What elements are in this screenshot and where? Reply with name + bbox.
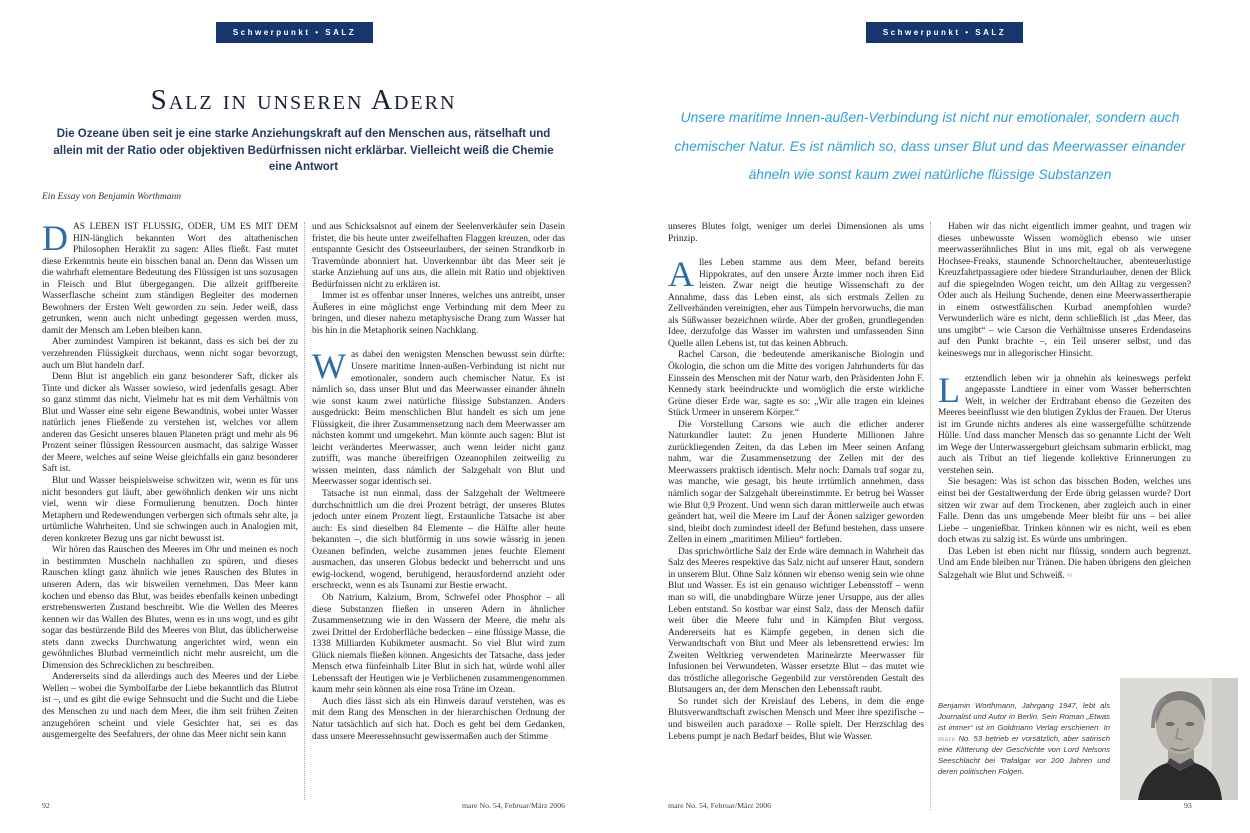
paragraph-text: und aus Schicksalsnot auf einem der Seelenverkäufer sein Dasein fristet, die bis heute unter zweifelhaften Flaggen kreuzen, oder das entspannte Gesicht des Ostseeurlaubers, der seinen Strandkorb in Travemünde abonniert hat. Unverkennbar übt das Meer seit je starke Anziehung auf uns aus, die allein mit Ratio und objektiven Bedürfnissen nicht zu erklären ist. — [312, 222, 565, 290]
paragraph-text: etztendlich leben wir ja ohnehin als keineswegs perfekt angepasste Landtiere in einer vom Wasser beherrschten Welt, in welcher der Erdtrabant ebenso die Gezeiten des Meeres beeinflusst wie den blutigen Zyklus der Frauen. Der Uterus ist im Grunde nichts anderes als eine wassergefüllte schützende Hülle. Und dass mancher Mensch das so genannte Licht der Welt im Wege der Unterwassergeburt gleichsam submarin erblickt, mag auch als Tribut an tief liegende kollektive Erinnerungen zu verstehen sein. — [938, 373, 1191, 476]
mare-wordmark: mare — [938, 734, 956, 743]
bio-text-start: Benjamin Worthmann, Jahrgang 1947, lebt als Journalist und Autor in Berlin. Sein Roman „Etwas ist immer“ ist im Goldmann Verlag erschienen. In — [938, 701, 1110, 732]
body-column-1 — [42, 222, 298, 806]
paragraph — [42, 545, 298, 672]
paragraph — [938, 547, 1191, 583]
paragraph — [312, 222, 565, 291]
paragraph-text: Andererseits sind da allerdings auch des Meeres und der Liebe Wellen – wobei die Symbolfarbe der Liebe bekanntlich das Blutrot ist –, und es gibt die ewige Sehnsucht und die Sucht und die Liebe des Menschen zu und nach dem Meer, die ihm seit frühen Zeiten anzugehören scheint und viele Gesichter hat, sei es das ausgemergelte des Seefahrers, der ohne das Meer nicht sein kann — [42, 672, 298, 741]
column-divider-left-page — [304, 222, 305, 800]
body-column-4 — [938, 222, 1191, 652]
paragraph-text: as dabei den wenigsten Menschen bewusst sein dürfte: Unsere maritime Innen-außen-Verbindung ist nicht nur emotionaler, sondern auch chemischer Natur. Es ist nämlich so, dass unser Blut und das Meerwasser einander ähneln wie sonst kaum zwei natürliche flüssige Substanzen. Anders ausgedrückt: Beim menschlichen Blut handelt es sich um jene Flüssigkeit, die ihrer Zusammensetzung nach dem Meerwasser am nächsten kommt und umgekehrt. Man könnte auch sagen: Blut ist leicht verändertes Meerwasser, auch wenn leider nicht ganz zutrifft, was manche übereifrigen Ozeanophilen zeitweilig zu wissen meinten, dass nämlich der Salzgehalt von Blut und Meerwasser sogar identisch sei. — [312, 350, 565, 488]
paragraph-text: Rachel Carson, die bedeutende amerikanische Biologin und Ökologin, die schon um die Mitte des vorigen Jahrhunderts für das Einssein des Menschen mit der Natur warb, den Präsidenten John F. Kennedy stark beeindruckte und womöglich die erste wirkliche Grüne dieser Erde war, sagte es so: „Wir alle tragen ein kleines Stück Urmeer in unserem Körper.“ — [668, 350, 924, 419]
section-label: Schwerpunkt • SALZ — [232, 28, 357, 37]
paragraph-text: Haben wir das nicht eigentlich immer geahnt, und tragen wir dieses unbewusste Wissen womöglich ebenso wie unser meerwasserähnliches Blut in uns mit, egal ob als verwegene Hochsee-Freaks, staunende Schnorcheltaucher, abenteuerlustige Kreuzfahrtpassagiere oder biedere Strandurlauber, denen der Blick auf die spiegelnden Wogen reicht, um den Alltag zu vergessen? Oder auch als Heilung Suchende, denen eine Meerwassertherapie in einem ostwestfälischen Kurbad anempfohlen wurde? Verwunderlich wäre es nicht, denn schließlich ist „das Meer, das uns umgibt“ – wie Carson die Verhältnisse unseres Erdendaseins auf den Punkt brachte –, ein Teil unserer selbst, und das keineswegs nur in allegorischer Hinsicht. — [938, 222, 1191, 360]
paragraph — [668, 350, 924, 419]
paragraph — [312, 697, 565, 743]
paragraph-text: Immer ist es offenbar unser Inneres, welches uns antreibt, unser Äußeres in eine möglichst enge Verbindung mit dem Meer zu bringen, und dieser nahezu metaphysische Drang zum Wasser hat bis hin in die Metaphorik seinen Nachklang. — [312, 291, 565, 336]
paragraph-text: Das Leben ist eben nicht nur flüssig, sondern auch begrenzt. Und am Ende bleiben nur Tränen. Die haben übrigens den gleichen Salzgehalt wie Blut und Schweiß. — [938, 546, 1191, 581]
issue-line-left: mare No. 54, Februar/März 2006 — [461, 801, 565, 810]
paragraph — [668, 697, 924, 743]
paragraph-text: Aber zumindest Vampiren ist bekannt, dass es sich bei der zu verzehrenden Flüssigkeit durchaus, wenn nicht sogar bevorzugt, auch um Blut handeln darf. — [42, 337, 298, 371]
paragraph-text: Blut und Wasser beispielsweise schwitzen wir, wenn es für uns nicht besonders gut läuft, aber gewöhnlich denken wir uns nicht viel, wenn wir diese Formulierung benutzen. Doch hinter Metaphern und Redewendungen verbergen sich oftmals sehr alte, ja urtümliche Wahrheiten. Und sie schwingen auch in Analogien mit, deren konkreter Bezug uns gar nicht bewusst ist. — [42, 476, 298, 544]
drop-cap: L — [938, 369, 960, 410]
section-label: Schwerpunkt • SALZ — [882, 28, 1007, 37]
paragraph-text: Tatsache ist nun einmal, dass der Salzgehalt der Weltmeere durchschnittlich um die drei Prozent beträgt, der unseres Blutes jedoch unter einem Prozent liegt. Erstaunliche Tatsache ist aber auch: Es sind dieselben 84 Elemente – die Hälfte aller heute bekannten –, die sich blutförmig in uns sowie wässrig in jenen Ozeanen befinden, welche zusammen jenes feuchte Element ausmachen, das unseren Globus bedeckt und beherrscht und uns ewig-lockend, wogend, beruhigend, herausfordernd anzieht oder erschreckt, wenn es als Tsunami zur Bestie erwacht. — [312, 489, 565, 592]
paragraph — [312, 346, 565, 489]
paragraph-text: lles Leben stamme aus dem Meer, befand bereits Hippokrates, auf den unsere Ärzte immer noch ihren Eid leisten. Zwar neigt die heutige Wissenschaft zu der Annahme, dass das Leben einst, als sich erstmals Zellen zu Zellverbänden vereinigten, eher aus Tümpeln hervorwuchs, die man als Süßwasser bezeichnen würde. Aber der großen, grundlegenden Idee, derzufolge das Wasser im wahrsten und umfassenden Sinn Quelle allen Lebens ist, tut das keinen Abbruch. — [668, 258, 924, 349]
paragraph — [938, 369, 1191, 478]
page-number-right: 93 — [1184, 801, 1192, 810]
paragraph-text: Die Vorstellung Carsons wie auch die etlicher anderer Naturkundler lautet: Zu jenen Hunderte Millionen Jahre zurückliegenden Zeiten, da das Leben im Meer seinen Anfang nahm, war die Zusammensetzung der Zellen mit der des Meerwassers praktisch identisch. Mehr noch: Damals traf sogar zu, was manche, wie gesagt, bis heute irrtümlich annehmen, dass nämlich sogar der Salzgehalt übereinstimmte. Er betrug bei Wasser wie Blut 0,9 Prozent. Und wenn sich daran mittlerweile auch etwas geändert hat, weil die Meere im Lauf der Äonen salziger geworden sind, bleibt doch zumindest ideell der Befund bestehen, dass unsere Zellen in einem „maritimen Milieu“ fortleben. — [668, 419, 924, 546]
paragraph — [668, 254, 924, 350]
paragraph — [668, 222, 924, 245]
paragraph-text: unseres Blutes folgt, weniger um derlei Dimensionen als ums Prinzip. — [668, 222, 924, 244]
body-column-3 — [668, 222, 924, 806]
paragraph-text: So rundet sich der Kreislauf des Lebens, in dem die enge Blutsverwandtschaft zwischen Mensch und Meer ihre spezifische – und bisweilen auch paradoxe – Rolle spielt. Der Herzschlag des Lebens pumpt je nach Bedarf beides, Blut wie Wasser. — [668, 696, 924, 742]
article-end-mark-icon: ≈ — [1067, 569, 1072, 580]
paragraph — [938, 222, 1191, 361]
author-photo — [1120, 678, 1238, 800]
column-divider-right-page — [930, 222, 931, 810]
article-byline: Ein Essay von Benjamin Worthmann — [42, 192, 181, 202]
bio-text-end: No. 53 betrieb er vorsätzlich, aber satirisch eine Klitterung der Geschichte von Lord Nelsons Seeschlacht bei Trafalgar vor 200 Jahren und deren politischen Folgen. — [938, 734, 1110, 776]
paragraph — [312, 291, 565, 337]
section-header-left — [216, 22, 373, 43]
author-bio — [938, 700, 1110, 777]
paragraph — [42, 222, 298, 337]
paragraph — [938, 477, 1191, 546]
article-subtitle: Die Ozeane üben seit je eine starke Anziehungskraft auf den Menschen aus, rätselhaft und allein mit der Ratio oder objektiven Bedürfnissen nicht erklärbar. Vielleicht weiß die Chemie eine Antwort — [53, 128, 554, 173]
paragraph — [42, 337, 298, 372]
paragraph — [668, 547, 924, 697]
paragraph-text: AS LEBEN IST FLÜSSIG, ODER, UM ES MIT DEM HIN-länglich bekannten Wort des altathenischen Philosophen Heraklit zu sagen: Alles fließt. Fast mutet diese Erkenntnis heute ein bisschen banal an. Denn das Wissen um die wahrhaft elementare Bedeutung des Flüssigen ist uns sozusagen in Fleisch und Blut übergegangen. Die allzeit griffbereite Wasserflasche scheint zum ständigen Begleiter des modernen Bewohners der Ersten Welt geworden zu sein. Jeder weiß, dass getrunken, wenn auch nicht unbedingt gegessen werden muss, damit der Mensch am Leben bleiben kann. — [42, 222, 298, 336]
paragraph — [42, 372, 298, 476]
paragraph — [312, 593, 565, 697]
drop-cap: A — [668, 254, 694, 295]
paragraph — [42, 672, 298, 741]
paragraph-text: Wir hören das Rauschen des Meeres im Ohr und meinen es noch in bestimmten Muscheln nachhallen zu spüren, und dieses Rauschen klingt ganz ähnlich wie jenes Rauschen des Blutes in unseren Adern, das wir bisweilen vernehmen. Das Meer kann kochen und ebenso das Blut, was beides ebenfalls keinen unbedingt erstrebenswerten Zustand beschreibt. Wie die Wellen des Meeres kennen wir das Wallen des Blutes, wenn es in uns wogt, und es gibt sogar das bestürzende Bild des Meeres von Blut, das üblicherweise stets dann zwecks Durchwatung angerichtet wird, wenn ein gewöhnliches Blutbad vermeintlich nicht mehr ausreicht, um die Dimension des Schrecklichen zu beschreiben. — [42, 545, 298, 671]
paragraph-text: Das sprichwörtliche Salz der Erde wäre demnach in Wahrheit das Salz des Meeres respektive das Salz nicht auf unserer Haut, sondern in unserem Blut. Ohne Salz können wir ebenso wenig sein wie ohne Blut und Wasser. Es ist ein genauso wichtiger Lebensstoff – wenn man so will, die unabdingbare Würze jener Ursuppe, aus der alles Leben entstand. So kostbar war einst Salz, dass der Mensch dafür weit über die Meere fuhr und in Kämpfen Blut vergoss. Andererseits hat es Kämpfe gegeben, in denen sich die Verwandtschaft von Blut und Meer als lebensrettend erwies: Im Zweiten Weltkrieg verwendeten Marineärzte Meerwasser für Infusionen bei Verwundeten. Wasser ersetzte Blut – das mutet wie das tröstliche allegorische Gegenbild zur verstörenden Gestalt des Blutsaugers an, der dem Menschen den Lebenssaft raubt. — [668, 546, 924, 696]
pull-quote: Unsere maritime Innen-außen-Verbindung ist nicht nur emotionaler, sondern auch chemischer Natur. Es ist nämlich so, dass unser Blut und das Meerwasser einander ähneln wie sonst kaum zwei natürliche flüssige Substanzen — [674, 110, 1186, 182]
paragraph — [312, 489, 565, 593]
section-header-right — [866, 22, 1023, 43]
paragraph-text: Sie besagen: Was ist schon das bisschen Boden, welches uns einst bei der Gestaltwerdung der Erde übrig gelassen wurde? Dort sitzen wir zwar auf dem Trockenen, aber zugleich auch in einer Falle. Denn das uns umgebende Meer bleibt für uns – bei aller Liebe – ungenießbar. Trinken können wir es nicht, weil es eben doch etwas zu salzig ist. Es würde uns umbringen. — [938, 477, 1191, 546]
drop-cap: W — [312, 346, 346, 387]
article-title: Salz in unseren Adern — [150, 84, 457, 116]
paragraph — [668, 420, 924, 547]
paragraph — [42, 476, 298, 545]
body-column-2 — [312, 222, 565, 806]
page-number-left: 92 — [42, 801, 50, 810]
paragraph-text: Ob Natrium, Kalzium, Brom, Schwefel oder Phosphor – all diese Substanzen fließen in unseren Adern in ähnlicher Zusammensetzung wie in den Wassern der Meere, die mehr als zwei Drittel der Erdoberfläche bedecken – eine flüssige Masse, die 1338 Milliarden Kubikmeter ausmacht. So viel Blut wird zum Glück niemals fließen können. Angesichts der Tatsache, dass jeder Mensch etwa fünfeinhalb Liter Blut in sich hat, würde wohl aller Lebenssaft der Heutigen wie je Verblichenen zusammengenommen kaum mehr sein können als eine rosa Träne im Ozean. — [312, 592, 565, 696]
paragraph-text: Auch dies lässt sich als ein Hinweis darauf verstehen, was es mit dem Rang des Menschen in der hierarchischen Ordnung der Natur tatsächlich auf sich hat. Doch es geht bei dem Gedanken, dass unsere Meeressehnsucht gewissermaßen auch der Stimme — [312, 696, 565, 742]
drop-cap: D — [42, 222, 68, 258]
issue-line-right: mare No. 54, Februar/März 2006 — [668, 801, 772, 810]
paragraph-text: Denn Blut ist angeblich ein ganz besonderer Saft, dicker als Tinte und dicker als Wasser sowieso, wird jedenfalls gesagt. Aber so ganz stimmt das nicht. Vielmehr hat es mit dem Verhältnis von Blut und Wasser eine sehr eigene Bewandtnis, wobei unter Wasser natürlich jenes Fließende zu verstehen ist, welches vor allem anderen das Gesicht unseres blauen Planeten prägt und mehr als 96 Prozent seiner flüssigen Ressourcen ausmacht, das salzige Wasser der Meere, welches auf seine Weise gleichfalls ein ganz besonderer Saft ist. — [42, 372, 298, 475]
